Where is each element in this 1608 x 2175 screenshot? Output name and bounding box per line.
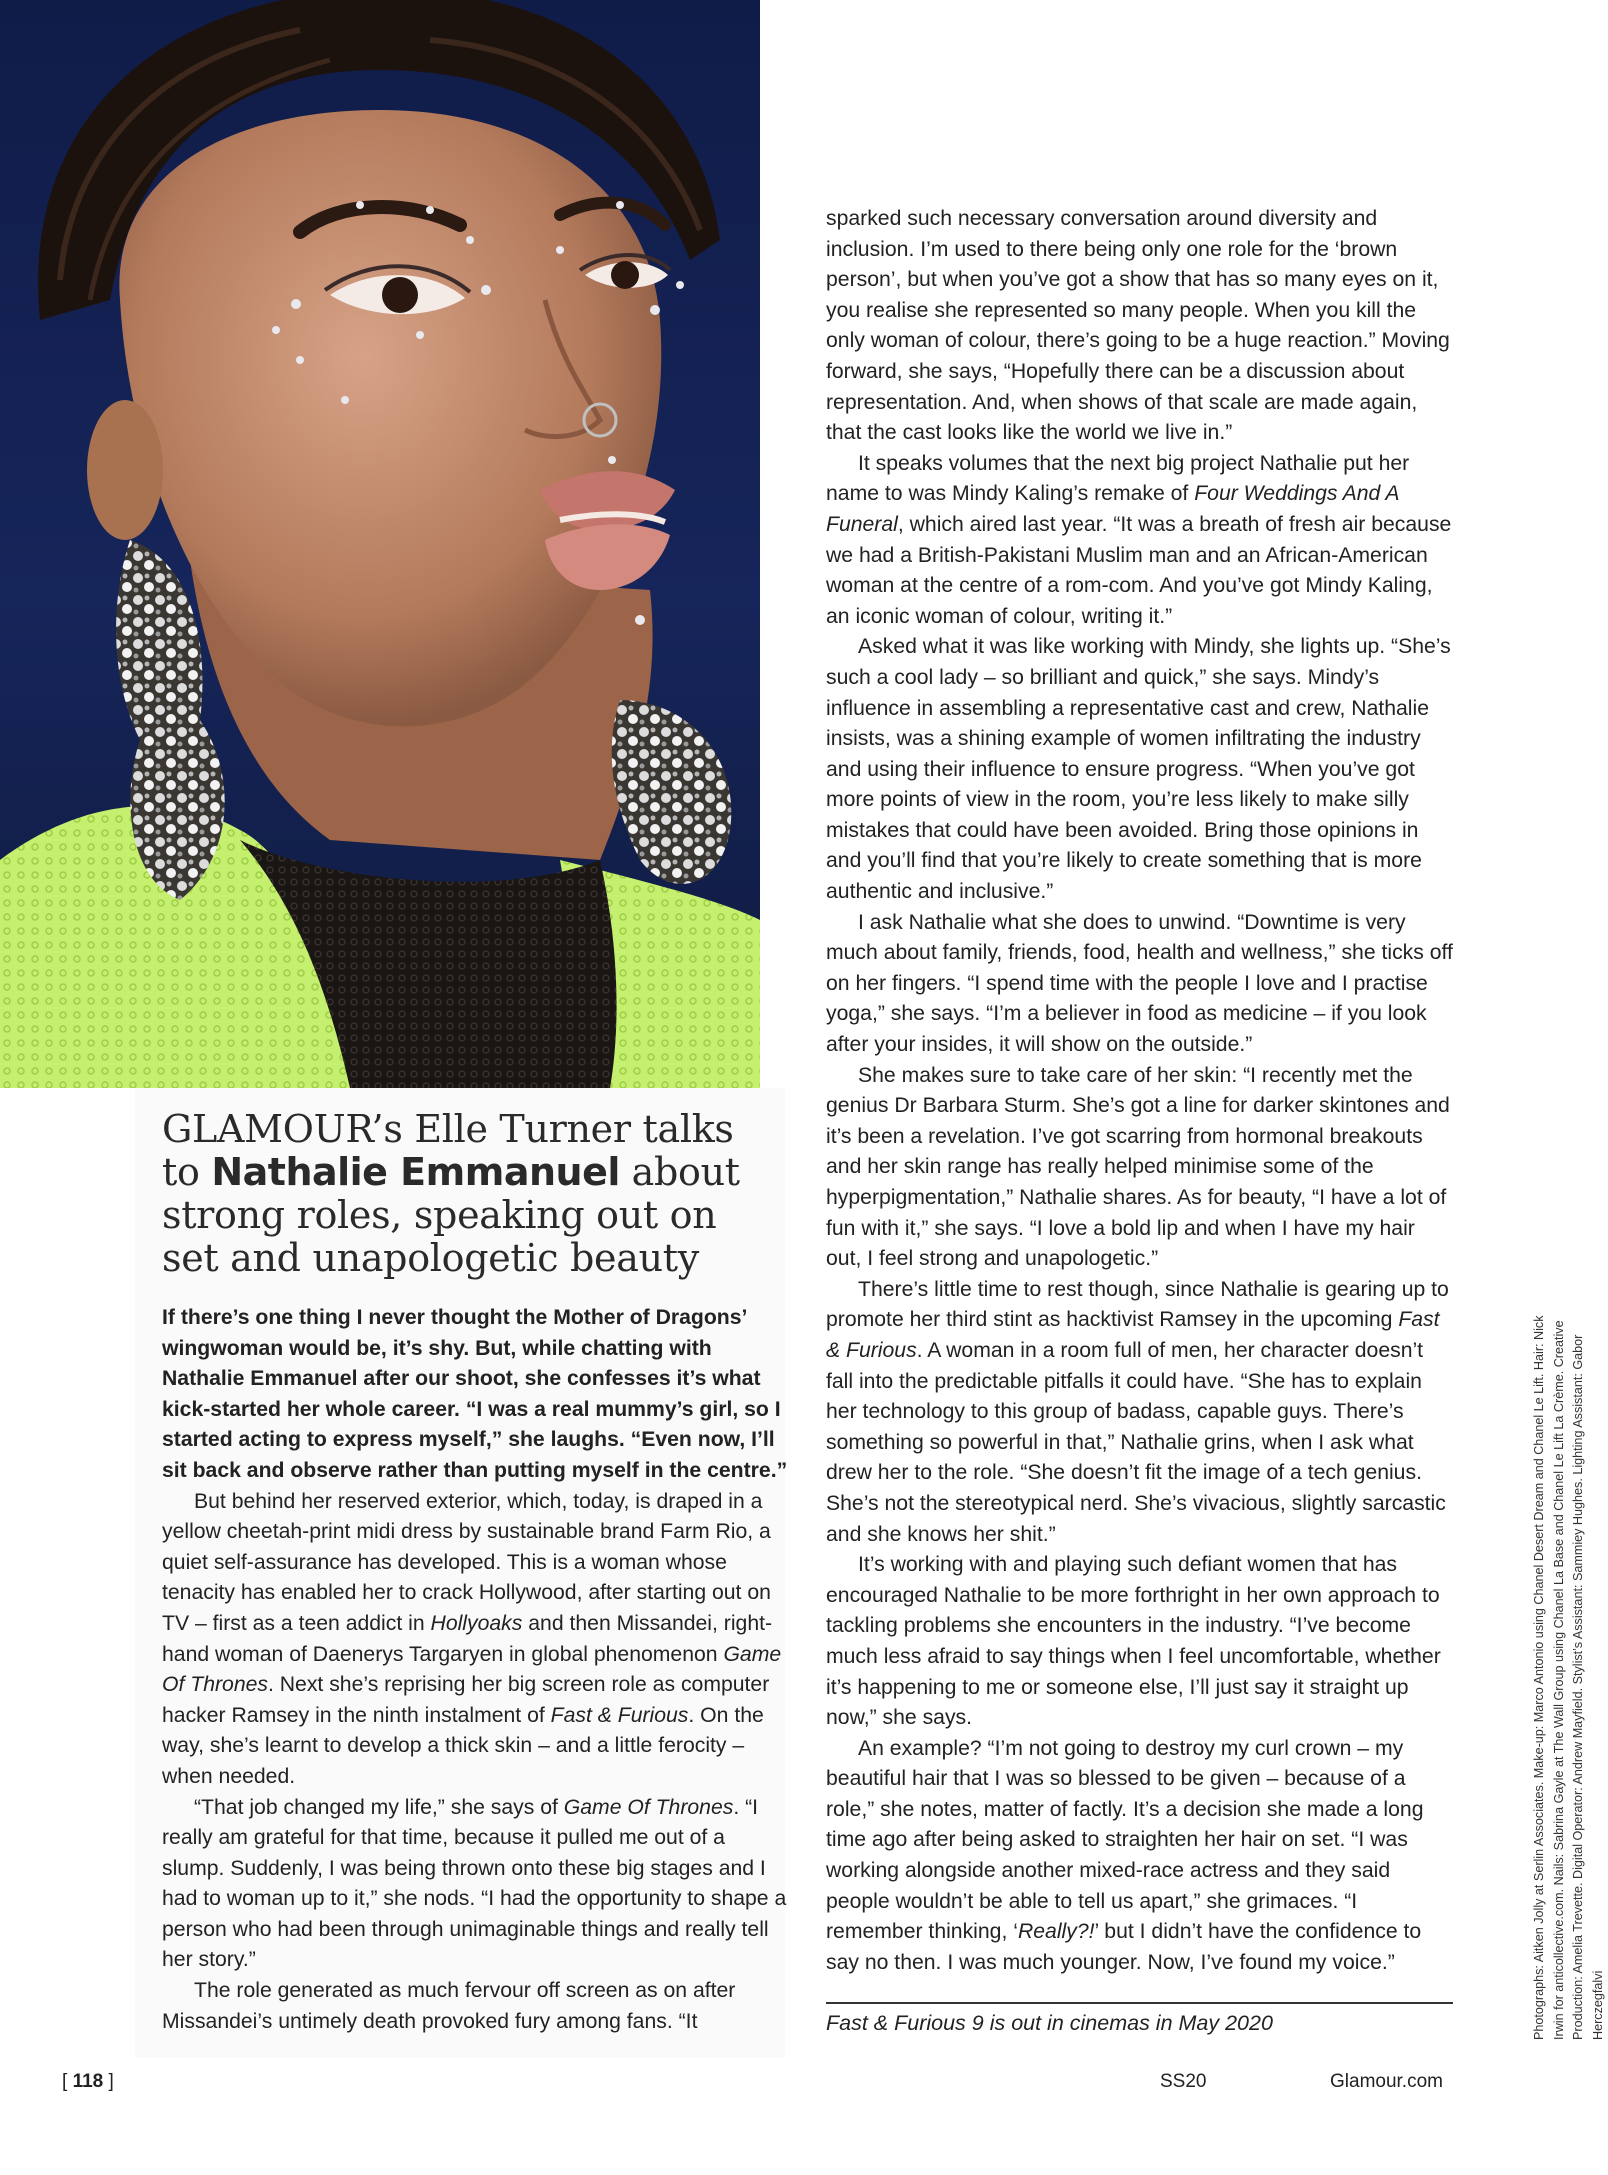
title-reference: Game Of Thrones [162,1642,782,1697]
page-bracket-close: ] [103,2071,114,2092]
issue-label: SS20 [1160,2071,1207,2092]
paragraph-text: . A woman in a room full of men, her character doesn’t fall into the predictable pitfalls it could have. “She has to explain her technology to this group of badass, capable guys. There’s something so powerful in that,” Nathalie grins, when I ask what drew her to the role. “She doesn’t fit the image of a tech genius. She’s not the stereotypical nerd. She’s vivacious, slightly sarcastic and she knows her shit.” [826,1338,1446,1546]
paragraph-text: sparked such necessary conversation around diversity and inclusion. I’m used to there being only one role for the ‘brown person’, but when you’ve got a show that has so many eyes on it, you realise she represented so many people. When you kill the only woman of colour, there’s going to be a huge reaction.” Moving forward, she says, “Hopefully there can be a discussion about representation. And, when shows of that scale are made again, that the cast looks like the world we live in.” [826,207,1450,445]
body-paragraph [826,449,1454,633]
article-column-right [826,204,1454,1978]
paragraph-text: and then Missandei, right-hand woman of Daenerys Targaryen in global phenomenon [162,1611,773,1666]
paragraph-text: But behind her reserved exterior, which, today, is draped in a yellow cheetah-print midi dress by sustainable brand Farm Rio, a quiet self-assurance has developed. This is a woman whose tenacity has enabled her to crack Hollywood, after starting out on TV – first as a teen addict in [162,1489,771,1635]
headline-intro: GLAMOUR’s Elle Turner talks to [162,1107,734,1194]
body-paragraph [826,908,1454,1061]
paragraph-text: Asked what it was like working with Mindy, she lights up. “She’s such a cool lady – so brilliant and quick,” she says. Mindy’s influence in assembling a representative cast and crew, Nathalie insists, was a shining example of women infiltrating the industry and using their influence to ensure progress. “When you’ve got more points of view in the room, you’re less likely to make silly mistakes that could have been avoided. Bring those opinions in and you’ll find that you’re likely to create something that is more authentic and inclusive.” [826,635,1451,904]
title-reference: Fast & Furious [826,1308,1440,1362]
headline-outro: about strong roles, speaking out on set and unapologetic beauty [162,1150,740,1280]
portrait-illustration [0,0,760,1088]
paragraph-text: It’s working with and playing such defiant women that has encouraged Nathalie to be more forthright in her own approach to tackling problems she encounters in the industry. “I’ve become much less afraid to say things when I feel uncomfortable, whether it’s happening to me or someone else, I’ll just say it straight up now,” she says. [826,1553,1441,1730]
magazine-site: Glamour.com [1330,2071,1443,2092]
paragraph-text: , which aired last year. “It was a breath of fresh air because we had a British-Pakistani Muslim man and an African-American woman at the centre of a rom-com. And you’ve got Mindy Kaling, an iconic woman of colour, writing it.” [826,512,1452,628]
cover-portrait-photo [0,0,760,1088]
page-bracket-open: [ [62,2071,73,2092]
body-paragraph [826,204,1454,449]
paragraph-text: It speaks volumes that the next big project Nathalie put her name to was Mindy Kaling’s remake of [826,451,1410,506]
paragraph-text: If there’s one thing I never thought the Mother of Dragons’ wingwoman would be, it’s shy. But, while chatting with Nathalie Emmanuel after our shoot, she confesses it’s what kick-started her whole career. “I was a real mummy’s girl, so I started acting to express myself,” she laughs. “Even now, I’ll sit back and observe rather than putting myself in the centre.” [162,1306,788,1482]
footnote-divider [826,2002,1453,2004]
paragraph-text: There’s little time to rest though, since Nathalie is gearing up to promote her third stint as hacktivist Ramsey in the upcoming [826,1277,1449,1332]
paragraph-text: “That job changed my life,” she says of [194,1795,564,1819]
body-paragraph [162,1793,790,1977]
body-paragraph [826,1734,1454,1979]
paragraph-text: She makes sure to take care of her skin: “I recently met the genius Dr Barbara Sturm. She’s got a line for darker skintones and it’s been a revelation. I’ve got scarring from hormonal breakouts and her skin range has really helped minimise some of the hyperpigmentation,” Nathalie shares. As for beauty, “I have a lot of fun with it,” she says. “I love a bold lip and when I have my hair out, I feel strong and unapologetic.” [826,1063,1450,1271]
title-reference: Game Of Thrones [563,1795,734,1819]
title-reference: Really?! [1017,1920,1095,1944]
body-paragraph [162,1487,790,1793]
paragraph-text: . “I really am grateful for that time, because it pulled me out of a slump. Suddenly, I was being thrown onto these big stages and I had to woman up to it,” she nods. “I had the opportunity to shape a person who had been through unimaginable things and really tell her story.” [162,1795,787,1972]
title-reference: Hollyoaks [430,1611,523,1635]
article-column-left [162,1303,790,2037]
paragraph-text: . Next she’s reprising her big screen role as computer hacker Ramsey in the ninth instalment of [162,1673,770,1727]
standfirst-paragraph [162,1303,790,1487]
paragraph-text: The role generated as much fervour off screen as on after Missandei’s untimely death provoked fury among fans. “It [162,1979,736,2033]
paragraph-text: I ask Nathalie what she does to unwind. “Downtime is very much about family, friends, food, health and wellness,” she ticks off on her fingers. “I spend time with the people I love and I practise yoga,” she says. “I’m a believer in food as medicine – if you look after your insides, it will show on the outside.” [826,910,1453,1057]
body-paragraph [826,1061,1454,1275]
article-headline [162,1108,762,1280]
body-paragraph [826,1275,1454,1550]
body-paragraph [162,1976,790,2037]
title-reference: Fast & Furious [550,1703,689,1727]
photo-credits: Photographs: Aitken Jolly at Serlin Associates. Make-up: Marco Antonio using Chanel Desert Dream and Chanel Le Lift. Hair: Nick Irwin for anticollective.com. Nails: Sabrina Gayle at The Wall Group using Chanel La Base and Chanel Le Lift La Crème. Creative Production: Amelia Trevette. Digital Operator: Andrew Mayfield. Stylist’s Assistant: Sammiey Hughes. Lighting Assistant: Gabor Herczegfalvi [1532,1315,1605,2040]
paragraph-text: ’ but I didn’t have the confidence to say no then. I was much younger. Now, I’ve found my voice.” [826,1920,1422,1974]
page-number [62,2071,114,2093]
headline-subject-name: Nathalie Emmanuel [211,1150,620,1194]
title-reference: Four Weddings And A Funeral [826,482,1399,536]
page-number-value: 118 [72,2071,104,2092]
body-paragraph [826,632,1454,907]
paragraph-text: An example? “I’m not going to destroy my curl crown – my beautiful hair that I was so blessed to be given – because of a role,” she notes, matter of factly. It’s a decision she made a long time ago after being asked to straighten her hair on set. “I was working alongside another mixed-race actress and they said people wouldn’t be able to tell us apart,” she grimaces. “I remember thinking, ‘ [826,1736,1424,1944]
body-paragraph [826,1550,1454,1734]
paragraph-text: . On the way, she’s learnt to develop a thick skin – and a little ferocity – when needed. [162,1703,764,1788]
release-footnote: Fast & Furious 9 is out in cinemas in May 2020 [826,2011,1273,2035]
